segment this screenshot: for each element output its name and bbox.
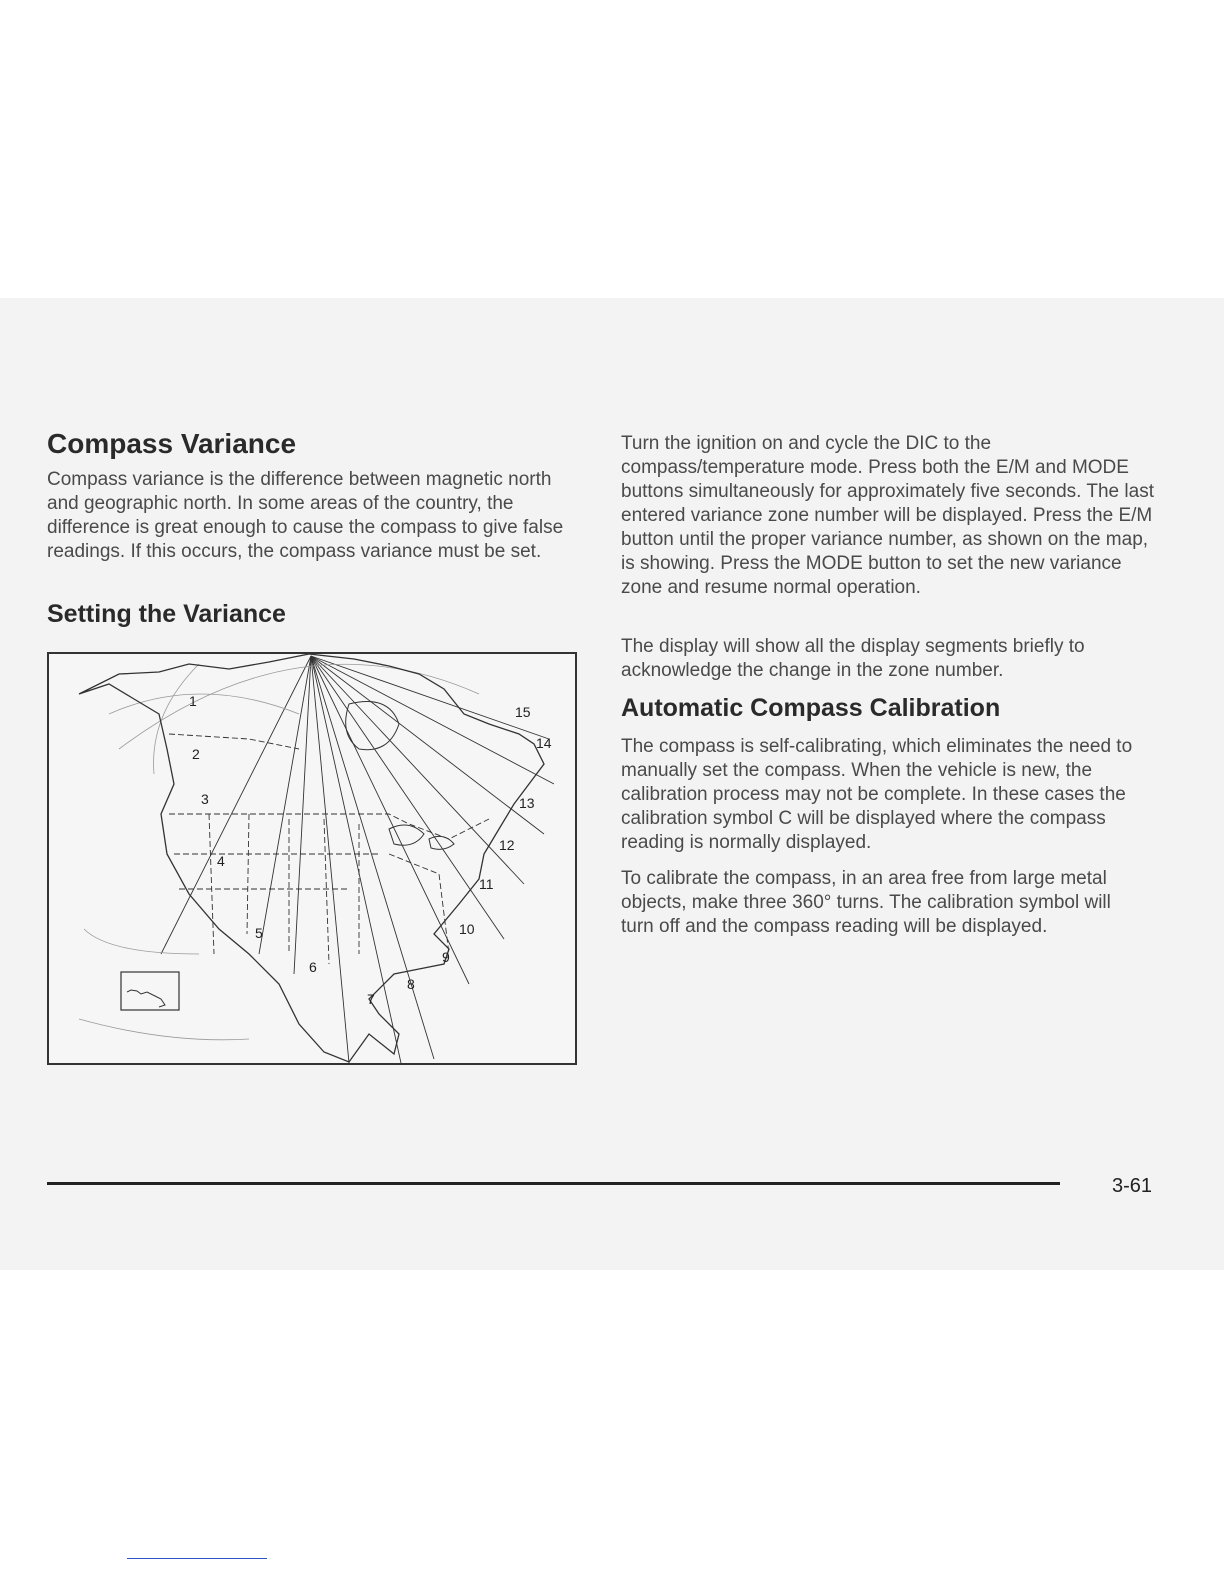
zone-label-14: 14 [536, 735, 552, 751]
zone-label-3: 3 [201, 791, 209, 807]
automatic-calibration-heading: Automatic Compass Calibration [621, 694, 1001, 722]
north-america-map-svg [49, 654, 575, 1063]
variance-zone-map [47, 652, 577, 1065]
zone-label-10: 10 [459, 921, 475, 937]
display-segments-note: The display will show all the display segments briefly to acknowledge the change in the zone number. [621, 636, 1085, 681]
zone-label-1: 1 [189, 693, 197, 709]
zone-label-8: 8 [407, 976, 415, 992]
continent-outline [79, 654, 544, 1062]
self-calibrating-paragraph: The compass is self-calibrating, which eliminates the need to manually set the compass. When the vehicle is new, the calibration process may not be complete. In these cases the calibration symbol C will be displayed where the compass reading is normally displayed. [621, 736, 1133, 853]
setting-variance-heading: Setting the Variance [47, 600, 286, 628]
zone-label-15: 15 [515, 704, 531, 720]
page-number: 3-61 [1112, 1175, 1153, 1197]
zone-label-6: 6 [309, 959, 317, 975]
compass-variance-intro: Compass variance is the difference between magnetic north and geographic north. In some areas of the country, the difference is great enough to cause the compass to give false readings. If this occurs, the compass variance must be set. [47, 469, 564, 562]
ignition-instructions: Turn the ignition on and cycle the DIC to the compass/temperature mode. Press both the E/M and MODE buttons simultaneously for approximately five seconds. The last entered variance zone number will be displayed. Press the E/M button until the proper variance number, as shown on the map, is showing. Press the MODE button to set the new variance zone and resume normal operation. [621, 433, 1154, 598]
calibrate-instructions: To calibrate the compass, in an area free from large metal objects, make three 360° turns. The calibration symbol will turn off and the compass reading will be displayed. [621, 868, 1111, 937]
zone-label-4: 4 [217, 853, 225, 869]
zone-label-13: 13 [519, 795, 535, 811]
link-underline [127, 1558, 267, 1559]
compass-variance-heading: Compass Variance [47, 428, 297, 459]
zone-label-11: 11 [479, 876, 494, 892]
footer-rule [47, 1182, 1060, 1185]
hawaii-islands [127, 990, 165, 1007]
zone-label-12: 12 [499, 837, 515, 853]
zone-label-2: 2 [192, 746, 200, 762]
hudson-bay-outline [346, 702, 399, 750]
zone-label-7: 7 [367, 991, 375, 1007]
zone-label-5: 5 [255, 925, 263, 941]
zone-label-9: 9 [442, 949, 450, 965]
